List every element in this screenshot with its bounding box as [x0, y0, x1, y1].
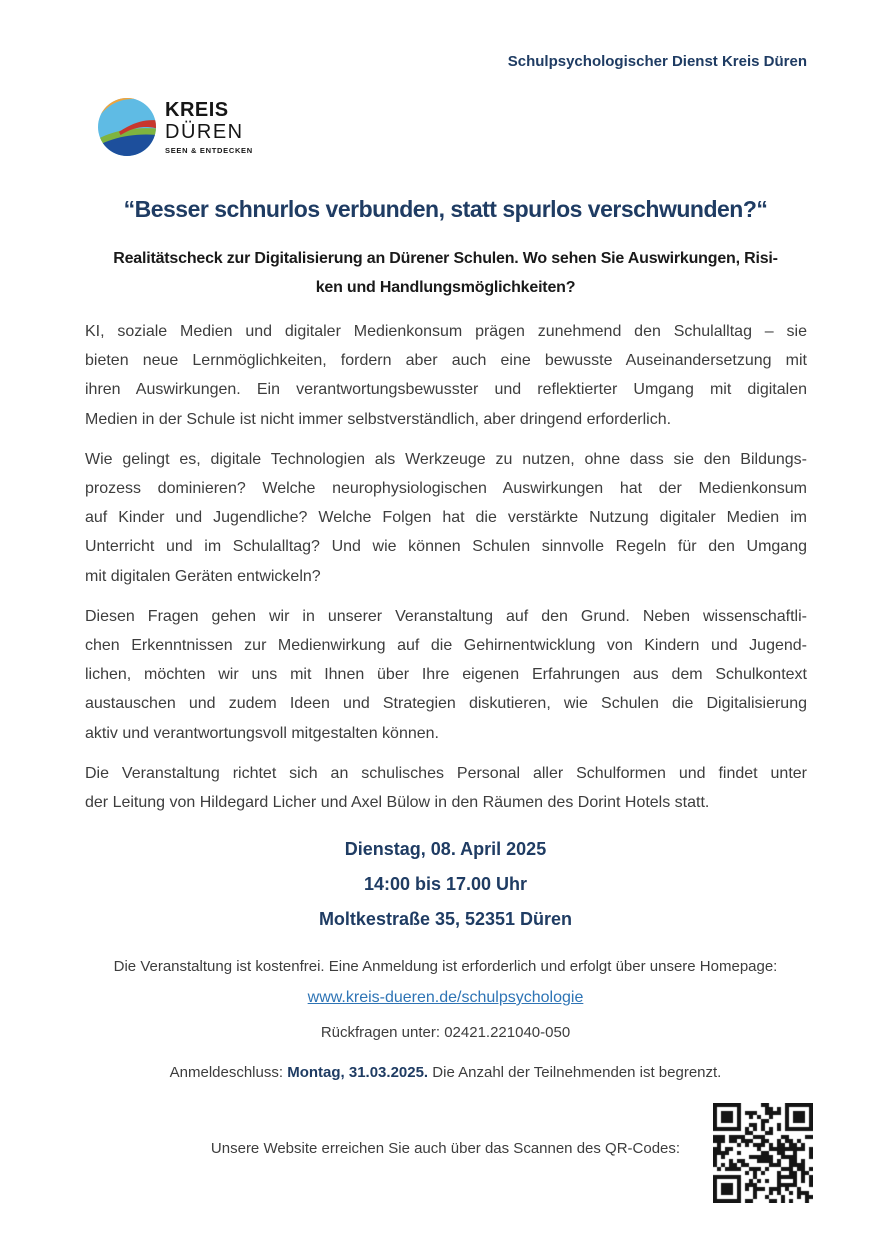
- logo-line-kreis: KREIS: [165, 98, 229, 121]
- deadline-label: Anmeldeschluss:: [169, 1064, 288, 1081]
- paragraph-intro: KI, soziale Medien und digitaler Medienkonsum prägen zunehmend den Schulalltag – sie bieten neue Lernmöglichkeiten, fordern aber auch eine bewusste Auseinandersetzung mit ihren Auswirkungen. Ein verantwortungsbewusster und reflektierter Umgang mit digitalen Medien in der Schule ist nicht immer selbstverständlich, aber dringend erforderlich.: [85, 323, 807, 428]
- registration-info: Die Veranstaltung ist kostenfrei. Eine Anmeldung ist erforderlich und erfolgt über unsere Homepage:: [113, 958, 778, 975]
- phone-info: Rückfragen unter: 02421.221040-050: [320, 1024, 571, 1041]
- body-copy: [85, 317, 807, 828]
- subtitle: Realitätscheck zur Digitalisierung an Dürener Schulen. Wo sehen Sie Auswirkungen, Risi- ken und Handlungsmöglichkeiten?: [113, 250, 778, 296]
- paragraph-goals: Diesen Fragen gehen wir in unserer Veranstaltung auf den Grund. Neben wissenschaftli- chen Erkenntnissen zur Medienwirkung auf die Gehirnentwicklung von Kindern und Jugend- lichen, möchten wir uns mit Ihnen über Ihre eigenen Erfahrungen aus dem Schulkontext austauschen und zudem Ideen und Strategien diskutieren, wie Schulen die Digitalisierung aktiv und verantwortungsvoll mitgestalten können.: [85, 607, 807, 742]
- logo-tagline: SEEN & ENTDECKEN: [165, 145, 253, 155]
- event-details: [0, 832, 891, 937]
- kreis-dueren-logo-icon: [98, 98, 156, 156]
- header-org-label: Schulpsychologischer Dienst Kreis Düren: [507, 53, 807, 70]
- event-time: 14:00 bis 17.00 Uhr: [363, 874, 528, 894]
- logo-line-dueren: DÜREN: [165, 120, 244, 143]
- registration-link-row: [0, 989, 891, 1007]
- kreis-dueren-logo: [98, 98, 253, 156]
- logo-wordmark: [165, 100, 253, 155]
- qr-caption: Unsere Website erreichen Sie auch über das Scannen des QR-Codes:: [210, 1140, 681, 1157]
- deadline-text: Die Anzahl der Teilnehmenden ist begrenzt.: [428, 1064, 722, 1081]
- event-address: Moltkestraße 35, 52351 Düren: [318, 909, 573, 929]
- deadline-date: Montag, 31.03.2025.: [287, 1064, 429, 1081]
- deadline-note: [0, 1064, 891, 1081]
- event-date: Dienstag, 08. April 2025: [344, 839, 547, 859]
- page-title: “Besser schnurlos verbunden, statt spurlos verschwunden?“: [123, 196, 768, 222]
- paragraph-questions: Wie gelingt es, digitale Technologien als Werkzeuge zu nutzen, ohne dass sie den Bildungs- prozess dominieren? Welche neurophysiologischen Auswirkungen hat der Medienkonsum auf Kinder und Jugendliche? Welche Folgen hat die verstärkte Nutzung digitaler Medien im Unterricht und im Schulalltag? Und wie können Schulen sinnvolle Regeln für den Umgang mit digitalen Geräten entwickeln?: [85, 450, 807, 585]
- qr-code-image: [713, 1103, 813, 1203]
- paragraph-audience: Die Veranstaltung richtet sich an schulisches Personal aller Schulformen und findet unter der Leitung von Hildegard Licher und Axel Bülow in den Räumen des Dorint Hotels statt.: [85, 764, 807, 812]
- homepage-link[interactable]: www.kreis-dueren.de/schulpsychologie: [307, 989, 584, 1006]
